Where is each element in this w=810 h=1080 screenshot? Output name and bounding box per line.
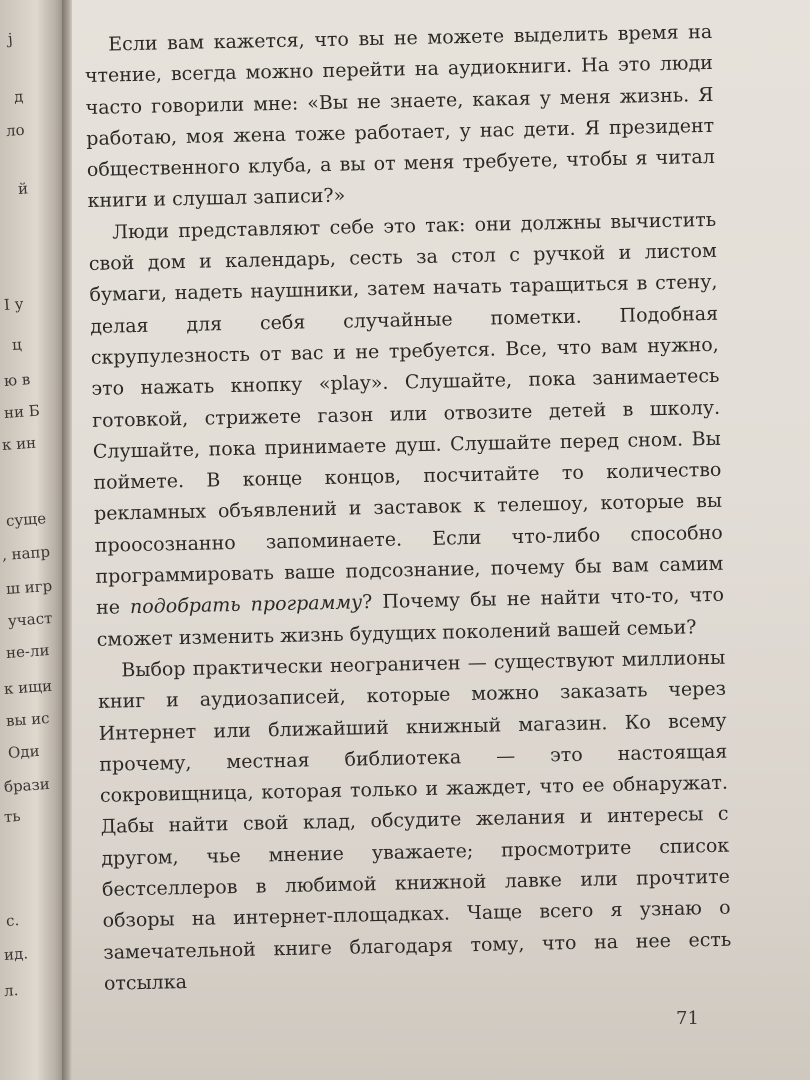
left-page-fragment: ло — [5, 120, 26, 140]
left-page-fragment: участ — [7, 608, 53, 630]
left-page-fragment: к ин — [1, 433, 37, 454]
left-page-fragment: I у — [3, 294, 25, 314]
left-page-fragment: вы ис — [5, 708, 51, 730]
body-text — [84, 17, 732, 1000]
left-page-fragment: суще — [5, 509, 47, 530]
book-page — [72, 0, 810, 1080]
left-page-fragment: , напр — [1, 542, 51, 564]
left-page-fragment: брази — [3, 774, 51, 796]
left-page-fragment: й — [17, 179, 29, 198]
left-page-fragment: ј — [7, 29, 14, 48]
left-page-fragment: д — [13, 87, 24, 106]
adjacent-left-page — [0, 0, 66, 1080]
emphasis-text: подобрать программу — [129, 591, 363, 619]
book-gutter — [62, 0, 72, 1080]
page-number: 71 — [676, 1008, 699, 1029]
paragraph-3: Выбор практически неограничен — существуют миллионы книг и аудиозаписей, которые можно заказать через Интернет или ближайший книжный магазин. Ко всему прочему, местная библиотека — это настоящая сокровищница, которая только и жаждет, что ее обнаружат. Дабы найти свой клад, обсудите желания и интересы с другом, чье мнение уважаете; просмотрите список бестселлеров в любимой книжной лавке или прочтите обзоры на интернет-площадках. Чаще всего я узнаю о замечательной книге благодаря тому, что на нее есть отсылка — [97, 646, 732, 995]
left-page-fragment: с. — [5, 911, 20, 930]
paragraph-1: Если вам кажется, что вы не можете выделить время на чтение, всегда можно перейти на аудиокниги. На это люди часто говорили мне: «Вы не знаете, какая у меня жизнь. Я работаю, моя жена тоже работает, у нас дети. Я президент общественного клуба, а вы от меня требуете, чтобы я читал книги и слушал записи?» — [84, 20, 716, 213]
left-page-fragment: к ищи — [3, 676, 53, 698]
left-page-fragment: л. — [3, 981, 19, 1000]
paragraph-2: Люди представляют себе это так: они должны вычистить свой дом и календарь, сесть за стол с ручкой и листом бумаги, надеть наушники, затем начать таращиться в стену, делая для себя случайные пометки. Подобная скрупулезность от вас и не требуется. Все, что вам нужно, это нажать кнопку «play». Слушайте, пока занимаетесь готовкой, стрижете газон или отвозите детей в школу. Слушайте, пока принимаете душ. Слушайте перед сном. Вы поймете. В конце концов, посчитайте то количество рекламных объявлений и заставок к телешоу, которые вы проосознанно запоминаете. Если что-либо способно программировать ваше подсознание, почему бы вам самим не подобрать программу? Почему бы не найти что-то, что сможет изменить жизнь будущих поколений вашей семьи? — [88, 208, 725, 651]
left-page-fragment: ц — [11, 335, 23, 354]
left-page-fragment: ш игр — [5, 576, 53, 598]
left-page-fragment: ид. — [3, 944, 29, 964]
left-page-fragment: Оди — [7, 741, 41, 762]
left-page-fragment: ни Б — [3, 401, 41, 422]
left-page-fragment: не-ли — [5, 640, 51, 662]
left-page-fragment: ю в — [3, 370, 31, 390]
left-page-fragment: ть — [3, 806, 22, 826]
